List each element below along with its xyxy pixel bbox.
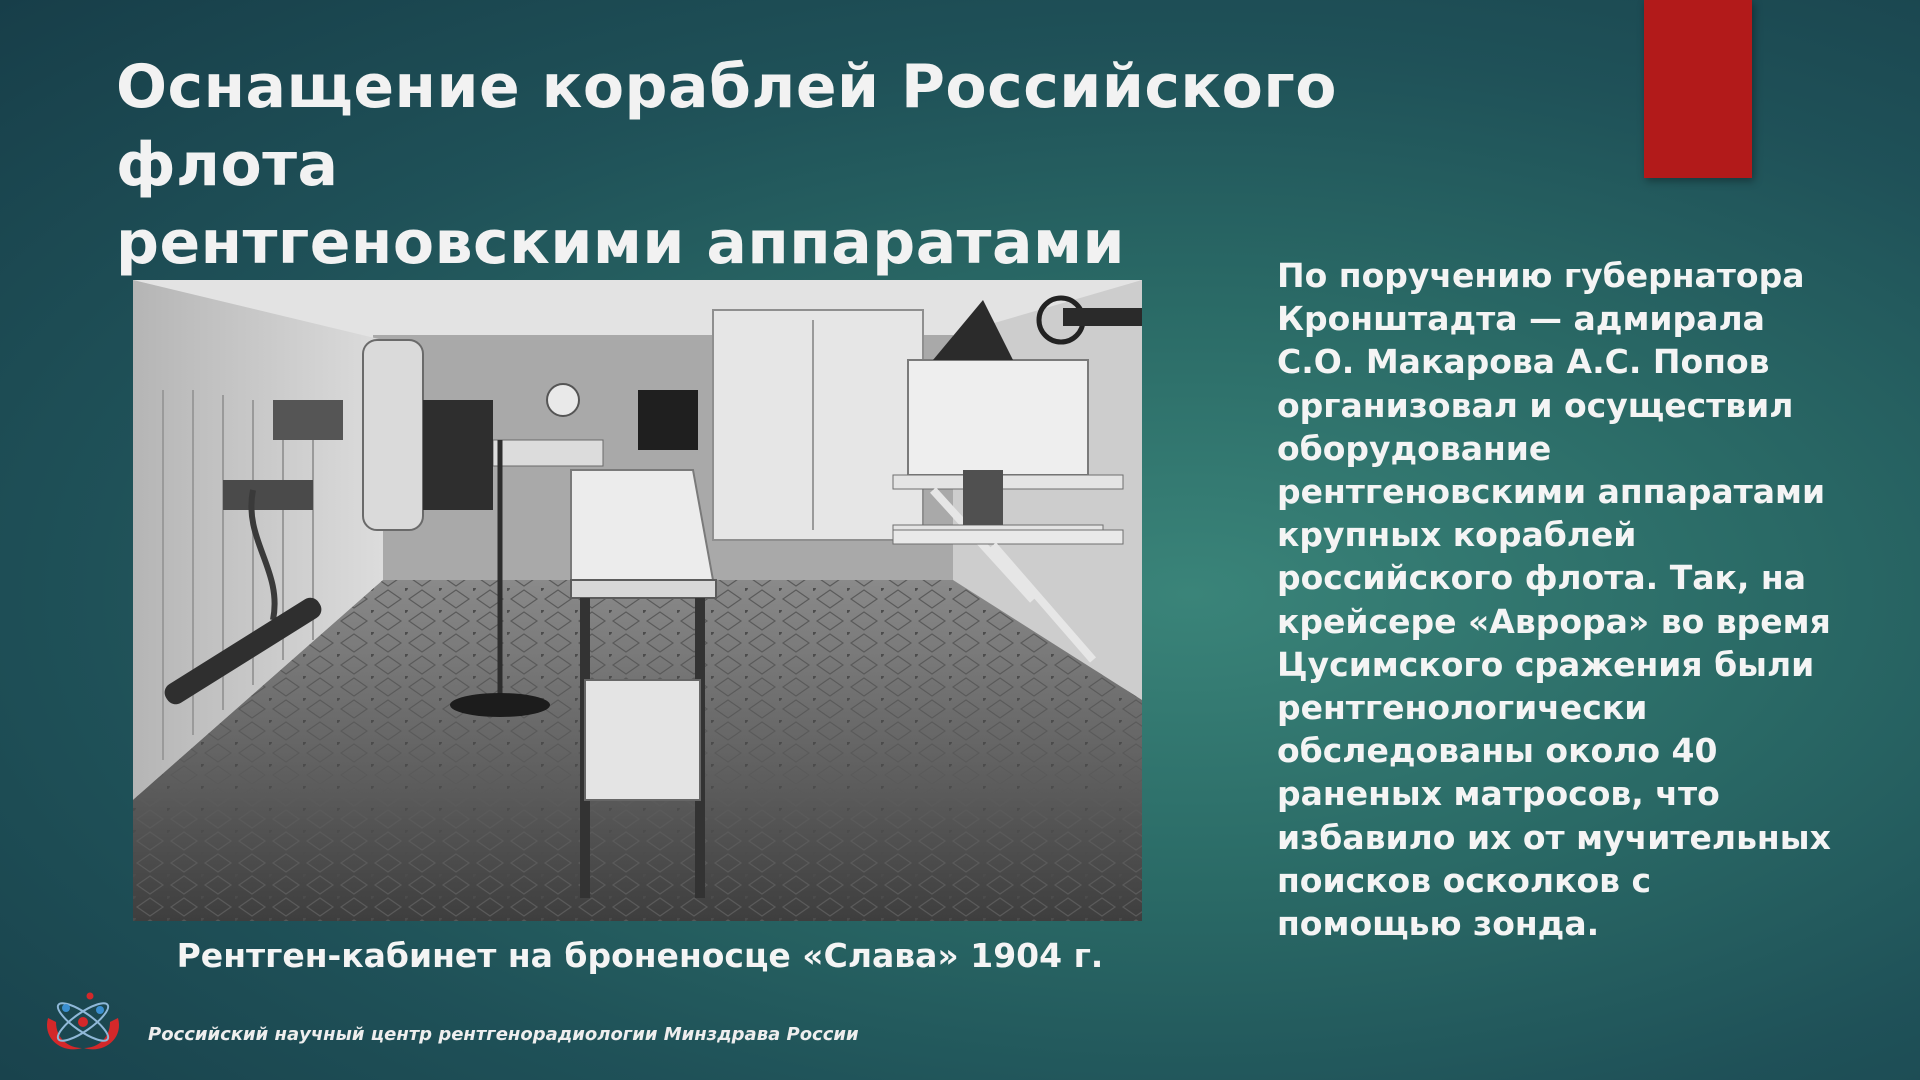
body-line: крейсере «Аврора» во время xyxy=(1277,601,1831,641)
slide-title-line-1: Оснащение кораблей Российского флота xyxy=(116,52,1337,200)
slide-title xyxy=(116,48,1576,282)
body-line: рентгеновскими аппаратами xyxy=(1277,472,1826,512)
body-text xyxy=(1277,254,1837,945)
body-line: С.О. Макарова А.С. Попов xyxy=(1277,342,1770,382)
body-line: рентгенологически xyxy=(1277,688,1648,728)
body-line: Кронштадта — адмирала xyxy=(1277,299,1765,339)
body-line: крупных кораблей xyxy=(1277,515,1637,555)
body-line: раненых матросов, что xyxy=(1277,774,1720,814)
accent-bar xyxy=(1644,0,1752,178)
slide-title-line-2: рентгеновскими аппаратами xyxy=(116,208,1126,278)
body-line: оборудование xyxy=(1277,428,1552,468)
body-line: По поручению губернатора xyxy=(1277,256,1805,295)
body-line: российского флота. Так, на xyxy=(1277,558,1806,598)
body-line: Цусимского сражения были xyxy=(1277,644,1815,684)
photo-caption: Рентген-кабинет на броненосце «Слава» 1904 г. xyxy=(176,936,1104,975)
body-line: помощью зонда. xyxy=(1277,904,1600,944)
body-line: обследованы около 40 xyxy=(1277,731,1718,771)
atom-hands-logo-icon xyxy=(38,988,128,1056)
body-line: поисков осколков с xyxy=(1277,860,1652,900)
footer-organization: Российский научный центр рентгенорадиологии Минздрава России xyxy=(148,1024,859,1045)
body-line: организовал и осуществил xyxy=(1277,385,1794,425)
xray-room-photo xyxy=(133,280,1142,921)
body-line: избавило их от мучительных xyxy=(1277,817,1831,857)
